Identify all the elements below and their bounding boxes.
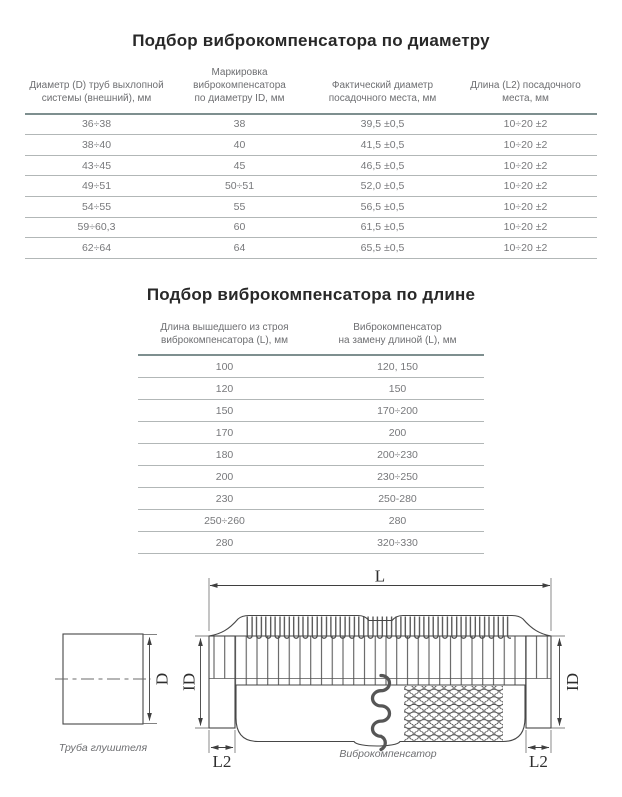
table-cell: 200	[138, 466, 311, 488]
header-line: места, мм	[502, 93, 549, 105]
table-cell: 10÷20 ±2	[454, 114, 597, 135]
table-cell: 150	[138, 400, 311, 422]
dimension-label-id-left: ID	[179, 673, 199, 692]
diameter-table-header	[25, 63, 597, 114]
table-cell: 10÷20 ±2	[454, 135, 597, 156]
table-row	[25, 217, 597, 238]
table-row	[25, 114, 597, 135]
table-row	[138, 378, 484, 400]
header-line: Маркировка виброкомпенсатора	[193, 67, 286, 92]
table-row	[138, 355, 484, 378]
table-cell: 170	[138, 422, 311, 444]
dimension-label-id-right: ID	[562, 673, 582, 692]
table-cell: 120	[138, 378, 311, 400]
column-header-actual-diameter	[311, 63, 454, 114]
braid-band	[209, 636, 551, 679]
table-cell: 38	[168, 114, 311, 135]
table-cell: 50÷51	[168, 176, 311, 197]
table-cell: 320÷330	[311, 532, 484, 554]
dimension-label-l: L	[374, 566, 386, 586]
table-cell: 230	[138, 488, 311, 510]
table-row	[25, 176, 597, 197]
table-cell: 36÷38	[25, 114, 168, 135]
table-row	[138, 444, 484, 466]
table-cell: 10÷20 ±2	[454, 238, 597, 259]
header-line: Фактический диаметр	[331, 80, 434, 92]
table-row	[138, 400, 484, 422]
header-line: посадочного места, мм	[328, 93, 437, 105]
table-row	[138, 488, 484, 510]
table-cell: 10÷20 ±2	[454, 155, 597, 176]
table-cell: 59÷60,3	[25, 217, 168, 238]
table-cell: 49÷51	[25, 176, 168, 197]
compensator-caption: Виброкомпенсатор	[339, 748, 437, 761]
diameter-table	[25, 63, 597, 259]
table-cell: 120, 150	[311, 355, 484, 378]
table-row	[138, 422, 484, 444]
muffler-pipe-drawing	[55, 634, 171, 754]
table-cell: 40	[168, 135, 311, 156]
table-cell: 250÷260	[138, 510, 311, 532]
table-cell: 56,5 ±0,5	[311, 196, 454, 217]
header-line: Длина (L2) посадочного	[470, 80, 581, 92]
table-cell: 100	[138, 355, 311, 378]
header-line: виброкомпенсатора (L), мм	[161, 334, 288, 346]
table-cell: 38÷40	[25, 135, 168, 156]
dimension-label-l2-right: L2	[529, 752, 548, 772]
table-cell: 43÷45	[25, 155, 168, 176]
header-line: на замену длиной (L), мм	[338, 334, 457, 346]
header-line: Диаметр (D) труб выхлопной	[29, 80, 164, 92]
pipe-caption: Труба глушителя	[58, 742, 148, 755]
table-cell: 55	[168, 196, 311, 217]
table-cell: 10÷20 ±2	[454, 176, 597, 197]
table-cell: 170÷200	[311, 400, 484, 422]
column-header-seat-length	[454, 63, 597, 114]
compensator-drawing	[179, 567, 582, 772]
column-header-pipe-diameter	[25, 63, 168, 114]
table-row	[138, 532, 484, 554]
table-cell: 41,5 ±0,5	[311, 135, 454, 156]
table-cell: 52,0 ±0,5	[311, 176, 454, 197]
table-row	[138, 466, 484, 488]
table-cell: 280	[138, 532, 311, 554]
table-cell: 45	[168, 155, 311, 176]
interlock-spring	[373, 676, 390, 750]
column-header-marking	[168, 63, 311, 114]
table-cell: 180	[138, 444, 311, 466]
table-cell: 280	[311, 510, 484, 532]
table-cell: 64	[168, 238, 311, 259]
mesh-texture	[404, 686, 503, 741]
dimension-label-d: D	[152, 672, 172, 686]
table-cell: 46,5 ±0,5	[311, 155, 454, 176]
technical-drawing	[0, 560, 622, 797]
table-cell: 200	[311, 422, 484, 444]
table-cell: 10÷20 ±2	[454, 217, 597, 238]
length-table-header	[138, 318, 484, 355]
header-line: Виброкомпенсатор	[353, 321, 442, 333]
dimension-label-l2-left: L2	[212, 752, 232, 772]
table-cell: 10÷20 ±2	[454, 196, 597, 217]
table-cell: 65,5 ±0,5	[311, 238, 454, 259]
length-table	[138, 318, 484, 554]
table-cell: 150	[311, 378, 484, 400]
table-cell: 60	[168, 217, 311, 238]
table-cell: 62÷64	[25, 238, 168, 259]
table-row	[25, 196, 597, 217]
table-cell: 230÷250	[311, 466, 484, 488]
table-cell: 54÷55	[25, 196, 168, 217]
column-header-failed-length	[138, 318, 311, 355]
table-cell: 200÷230	[311, 444, 484, 466]
header-line: системы (внешний), мм	[41, 93, 152, 105]
table-row	[25, 238, 597, 259]
length-section-title: Подбор виброкомпенсатора по длине	[146, 284, 476, 304]
column-header-replacement-length	[311, 318, 484, 355]
table-cell: 61,5 ±0,5	[311, 217, 454, 238]
header-line: Длина вышедшего из строя	[160, 321, 289, 333]
table-cell: 250-280	[311, 488, 484, 510]
header-line: по диаметру ID, мм	[194, 93, 285, 105]
table-cell: 39,5 ±0,5	[311, 114, 454, 135]
table-row	[25, 135, 597, 156]
diameter-section-title: Подбор виброкомпенсатора по диаметру	[132, 31, 490, 50]
table-row	[25, 155, 597, 176]
table-row	[138, 510, 484, 532]
